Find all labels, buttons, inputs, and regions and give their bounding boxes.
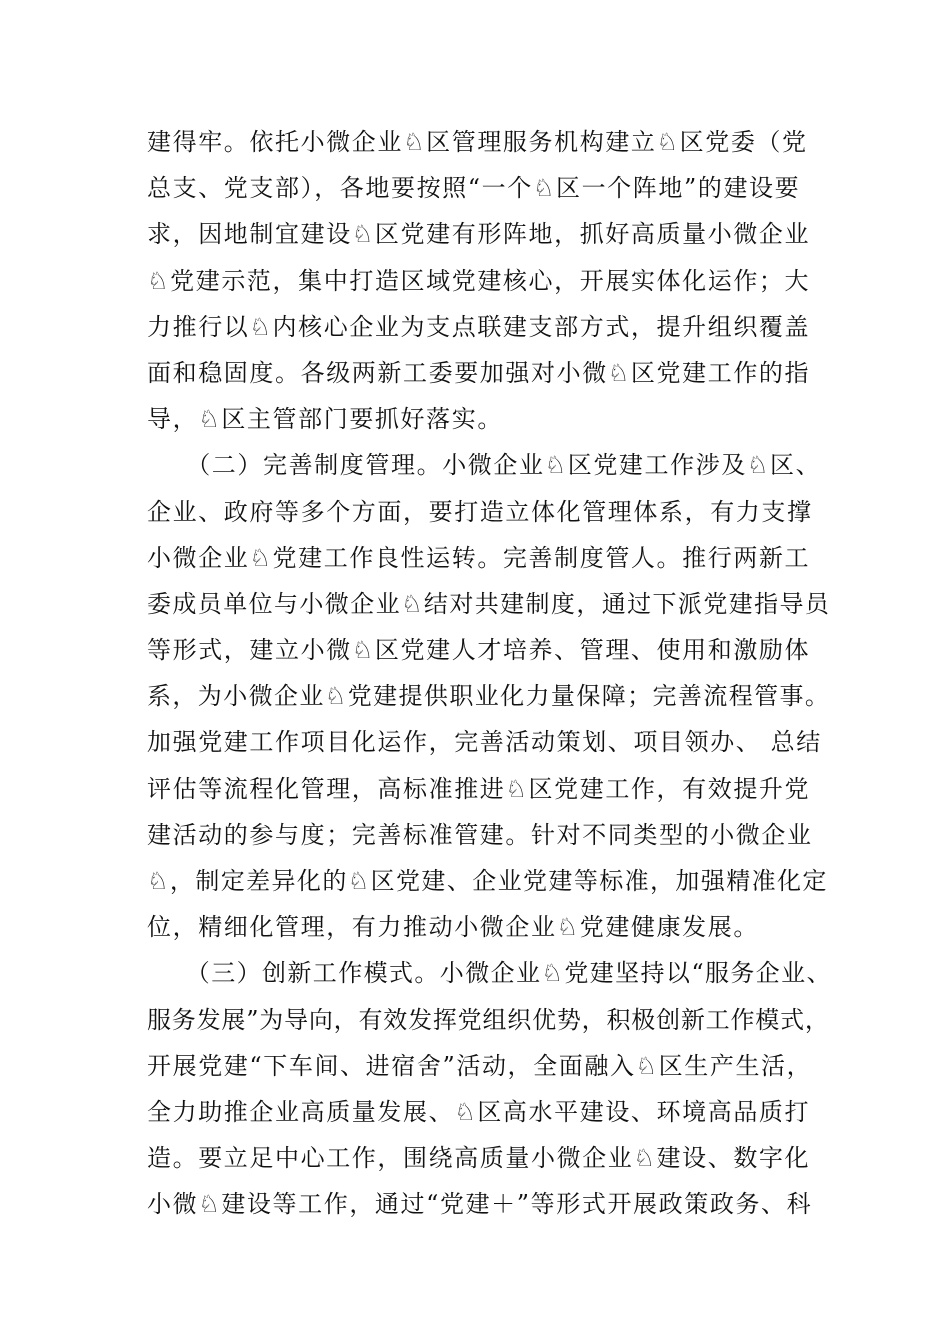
text-line: 小微企业♘党建工作良性运转。完善制度管人。推行两新工	[147, 543, 811, 572]
text-line: 求，因地制宜建设♘区党建有形阵地，抓好高质量小微企业	[147, 220, 811, 249]
text-line: 系，为小微企业♘党建提供职业化力量保障；完善流程管事。	[147, 682, 831, 711]
text-line: 建得牢。依托小微企业♘区管理服务机构建立♘区党委（党	[147, 128, 808, 156]
paragraph-heading-line: （二）完善制度管理。小微企业♘区党建工作涉及♘区、	[147, 451, 822, 480]
text-line: 委成员单位与小微企业♘结对共建制度，通过下派党建指导员	[147, 589, 831, 618]
text-line: 服务发展”为导向，有效发挥党组织优势，积极创新工作模式，	[147, 1005, 830, 1034]
text-line: 力推行以♘内核心企业为支点联建支部方式，提升组织覆盖	[147, 312, 811, 341]
text-line: 全力助推企业高质量发展、♘区高水平建设、环境高品质打	[147, 1097, 811, 1126]
text-line: 小微♘建设等工作，通过“党建＋”等形式开展政策政务、科	[147, 1190, 813, 1219]
text-line: 位，精细化管理，有力推动小微企业♘党建健康发展。	[147, 913, 759, 942]
text-line: ♘，制定差异化的♘区党建、企业党建等标准，加强精准化定	[147, 867, 828, 895]
text-line: 加强党建工作项目化运作，完善活动策划、项目领办、 总结	[147, 728, 822, 757]
text-line: 导，♘区主管部门要抓好落实。	[147, 405, 503, 434]
text-line: 面和稳固度。各级两新工委要加强对小微♘区党建工作的指	[147, 358, 811, 387]
paragraph-heading-line: （三）创新工作模式。小微企业♘党建坚持以“服务企业、	[147, 959, 832, 988]
text-line: 开展党建“下车间、进宿舍”活动，全面融入♘区生产生活，	[147, 1051, 813, 1080]
text-line: 造。要立足中心工作，围绕高质量小微企业♘建设、数字化	[147, 1144, 811, 1173]
text-line: ♘党建示范，集中打造区域党建核心，开展实体化运作；大	[147, 266, 811, 295]
text-line: 评估等流程化管理，高标准推进♘区党建工作，有效提升党	[147, 774, 811, 803]
document-body	[147, 119, 832, 1228]
text-line: 等形式，建立小微♘区党建人才培养、管理、使用和激励体	[147, 636, 811, 665]
text-line: 企业、政府等多个方面，要打造立体化管理体系，有力支撑	[147, 497, 813, 526]
text-line: 建活动的参与度；完善标准管建。针对不同类型的小微企业	[147, 820, 813, 849]
text-line: 总支、党支部），各地要按照“一个♘区一个阵地”的建设要	[147, 174, 801, 203]
